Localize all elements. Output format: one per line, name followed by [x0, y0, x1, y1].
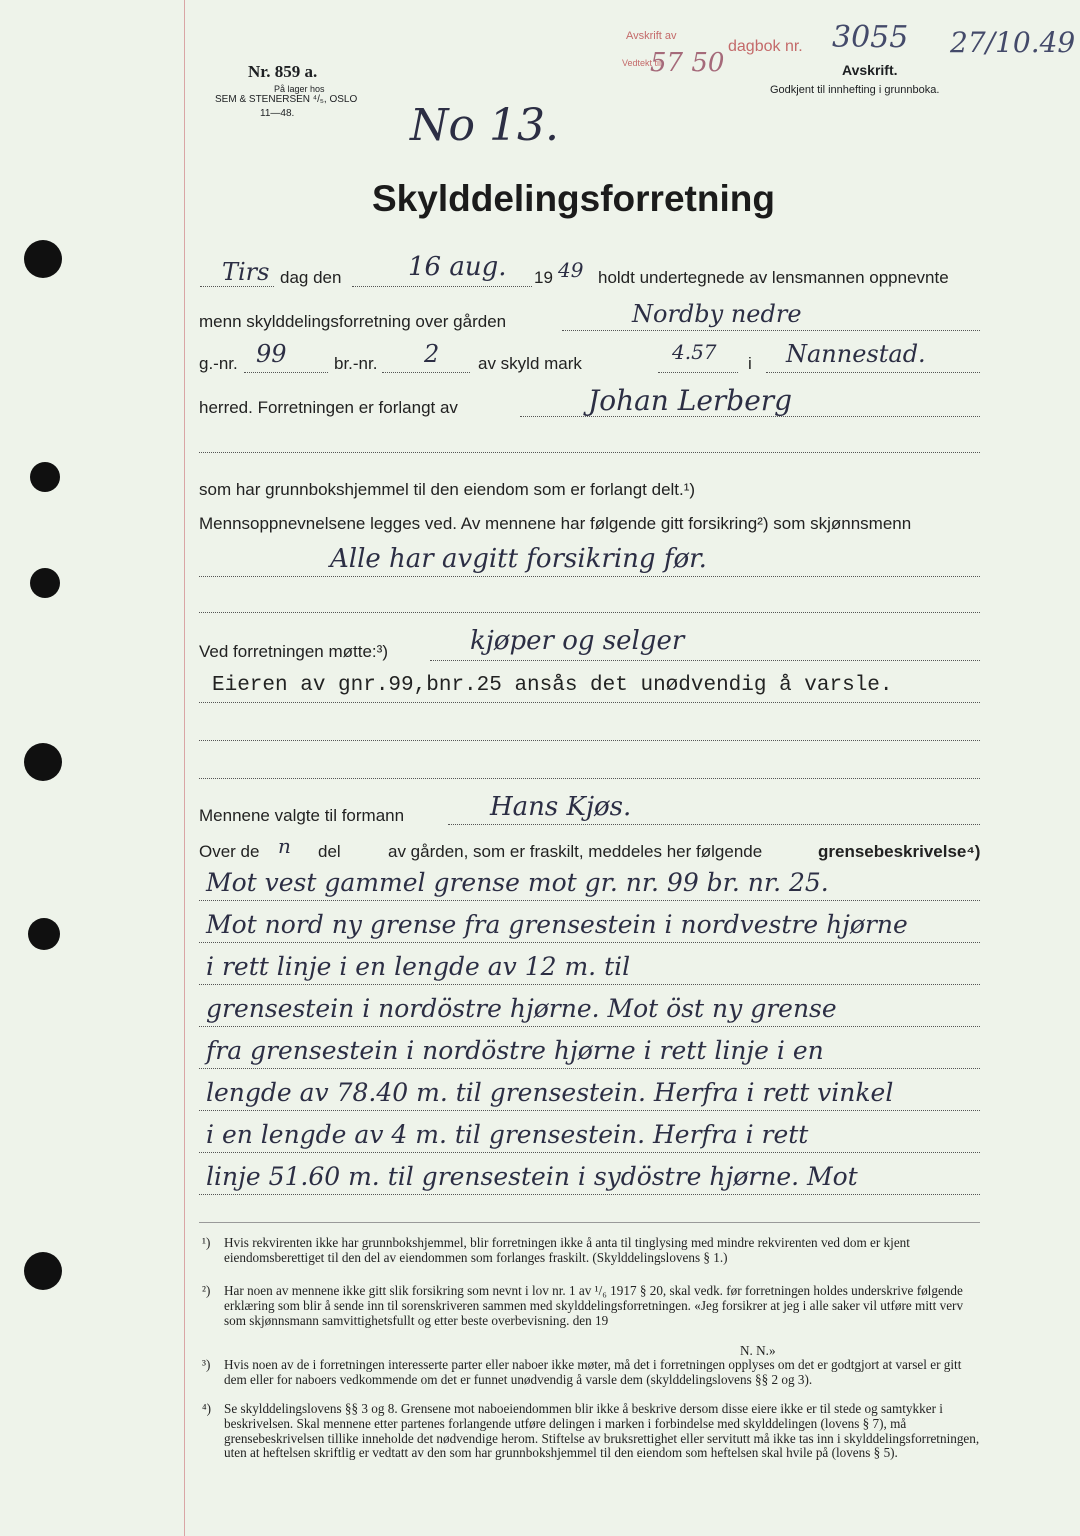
form-number: Nr. 859 a.	[248, 62, 318, 81]
stamp-number: 57 50	[650, 48, 725, 78]
label-dag-den: dag den	[280, 268, 342, 287]
avskrift-title: Avskrift.	[842, 62, 898, 78]
stamp-avskrift-av: Avskrift av	[626, 30, 677, 42]
weekday-handwritten: Tirs	[222, 258, 270, 286]
boundary-rule	[199, 942, 980, 943]
dagbok-number: 3055	[832, 20, 909, 55]
farm-name-handwritten: Nordby nedre	[632, 300, 802, 328]
label-brnr: br.-nr.	[334, 354, 378, 373]
boundary-rule	[199, 1152, 980, 1153]
stamp-dagbok: dagbok nr.	[728, 38, 803, 55]
footnote-text: Hvis noen av de i forretningen interesserte parter eller naboer ikke møter, må det i forretningen opplyses om det er godtgjort at varsel er gitt dem eller for naboers vedkommende om det er funnet unødvendig å varsle dem (skylddelingslovens §§ 2 og 3).	[224, 1357, 962, 1387]
bnr-handwritten: 2	[424, 340, 440, 368]
footnote-number: ¹)	[202, 1235, 211, 1250]
label-skyld: av skyld mark	[478, 354, 582, 373]
label-holdt: holdt undertegnede av lensmannen oppnevnte	[598, 268, 949, 287]
footnote-text: Har noen av mennene ikke gitt slik forsikring som nevnt i lov nr. 1 av ¹/₆ 1917 § 20, skal vedk. før forretningen holdes underskrive følgende erklæring som blir å sende inn til sorenskriveren sammen med skylddelingsforretningen. «Jeg forsikrer at jeg i alle saker vil utføre mitt verv som skjønnsmann samvittighetsfullt og etter beste overbevisning. den 19	[224, 1283, 964, 1328]
punch-hole	[30, 462, 60, 492]
footnote	[202, 1235, 980, 1266]
punch-hole	[28, 918, 60, 950]
boundary-line: grensestein i nordöstre hjørne. Mot öst ny grense	[206, 994, 837, 1023]
chairman-handwritten: Hans Kjøs.	[490, 792, 632, 822]
label-fraskilt: av gården, som er fraskilt, meddeles her følgende	[388, 842, 763, 861]
boundary-line: Mot nord ny grense fra grensestein i nordvestre hjørne	[206, 910, 908, 939]
footnote-number: ⁴)	[202, 1401, 211, 1416]
skyld-handwritten: 4.57	[672, 340, 717, 364]
punch-hole	[24, 240, 62, 278]
footnote-text: N. N.»	[740, 1343, 776, 1358]
publisher-line: På lager hos	[274, 84, 325, 94]
boundary-line: i en lengde av 4 m. til grensestein. Herfra i rett	[206, 1120, 809, 1149]
suffix-handwritten: n	[278, 834, 291, 858]
label-year-prefix: 19	[534, 268, 553, 287]
boundary-line: lengde av 78.40 m. til grensestein. Herfra i rett vinkel	[206, 1078, 894, 1107]
boundary-rule	[199, 900, 980, 901]
boundary-line: linje 51.60 m. til grensestein i sydöstre hjørne. Mot	[206, 1162, 858, 1191]
publisher-name: SEM & STENERSEN ⁴/₅, OSLO	[215, 94, 358, 105]
typed-notice: Eieren av gnr.99,bnr.25 ansås det unødvendig å varsle.	[212, 674, 893, 697]
margin-line	[184, 0, 185, 1536]
punch-hole	[30, 568, 60, 598]
year-handwritten: 49	[558, 258, 584, 282]
boundary-line: i rett linje i en lengde av 12 m. til	[206, 952, 631, 981]
footnote-number: ³)	[202, 1357, 211, 1372]
herred-handwritten: Nannestad.	[786, 340, 926, 368]
punch-hole	[24, 743, 62, 781]
boundary-rule	[199, 1110, 980, 1111]
label-grunnbokshjemmel: som har grunnbokshjemmel til den eiendom som er forlangt delt.¹)	[199, 480, 696, 499]
label-motte: Ved forretningen møtte:³)	[199, 642, 388, 661]
label-del: del	[318, 842, 341, 861]
label-grensebeskrivelse: grensebeskrivelse⁴)	[818, 842, 981, 861]
gnr-handwritten: 99	[256, 340, 287, 368]
forsikring-handwritten: Alle har avgitt forsikring før.	[330, 544, 707, 574]
footnote	[202, 1283, 980, 1328]
footnote	[202, 1401, 980, 1461]
footnote	[202, 1357, 980, 1388]
footnote-text: Se skylddelingslovens §§ 3 og 8. Grensene mot naboeiendommen blir ikke å beskrive dersom disse eiere ikke er til stede og samtykker i beskrivelsen. Skal mennene etter partenes forlangende utføre delingen i marken i forbindelse med skylddelingen (lovens § 7), må grensebeskrivelsen tillike inneholde det nødvendige herom. Stiftelse av bruksrettighet eller servitutt må ikke tas inn i skylddelingsforretningen, uten at heftelsen skriftlig er vedtatt av den som har grunnbokshjemmel til den eiendom som heftelsen skal hvile på (lovens § 5).	[224, 1401, 980, 1461]
footnote-text: Hvis rekvirenten ikke har grunnbokshjemmel, blir forretningen ikke å anta til tinglysing med mindre rekvirenten ved dom er kjent eiendomsberettiget til den del av eiendommen som forlanges fraskilt. (Skylddelingslovens § 1.)	[224, 1235, 910, 1265]
avskrift-subtitle: Godkjent til innhefting i grunnboka.	[770, 84, 940, 96]
date-handwritten: 16 aug.	[408, 252, 507, 282]
handwritten-number: No 13.	[410, 100, 559, 151]
requester-handwritten: Johan Lerberg	[588, 384, 793, 417]
boundary-rule	[199, 1026, 980, 1027]
attendees-handwritten: kjøper og selger	[470, 626, 685, 656]
boundary-rule	[199, 1068, 980, 1069]
dagbok-date: 27/10.49	[950, 26, 1076, 59]
label-gaarden: menn skylddelingsforretning over gården	[199, 312, 507, 331]
label-gnr: g.-nr.	[199, 354, 238, 373]
footnote-number: ²)	[202, 1283, 211, 1298]
label-i: i	[748, 354, 752, 373]
boundary-rule	[199, 984, 980, 985]
punch-hole	[24, 1252, 62, 1290]
label-forlangt-av: herred. Forretningen er forlangt av	[199, 398, 458, 417]
boundary-line: Mot vest gammel grense mot gr. nr. 99 br. nr. 25.	[206, 868, 829, 897]
boundary-line: fra grensestein i nordöstre hjørne i rett linje i en	[206, 1036, 824, 1065]
publisher-date: 11—48.	[260, 108, 295, 119]
boundary-rule	[199, 1194, 980, 1195]
page-title: Skylddelingsforretning	[372, 178, 775, 219]
label-over-de: Over de	[199, 842, 260, 861]
label-mennsoppnevnelsene: Mennsoppnevnelsene legges ved. Av mennene har følgende gitt forsikring²) som skjønnsmenn	[199, 514, 912, 533]
stamp-vedtekt: Vedtekt til	[622, 58, 662, 68]
label-formann: Mennene valgte til formann	[199, 806, 405, 825]
